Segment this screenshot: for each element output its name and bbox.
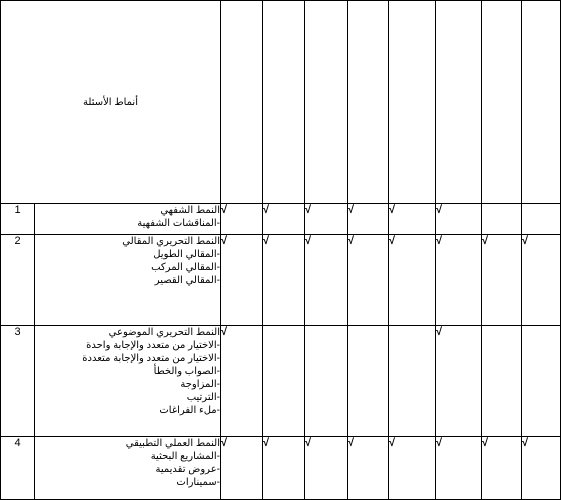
- check-mark-cell: √: [221, 437, 263, 500]
- column-header-social-skills: [305, 1, 348, 204]
- pattern-subitem: -المناقشات الشفهية: [137, 218, 220, 229]
- row-number: 2: [1, 235, 35, 326]
- pattern-subitem: -المشاريع البحثية: [150, 451, 220, 462]
- check-mark-cell: [522, 204, 561, 235]
- column-header-ethics: [348, 1, 389, 204]
- check-mark-cell: [389, 326, 436, 437]
- column-header-text: [482, 1, 521, 203]
- column-header-text: [389, 1, 435, 203]
- check-mark-cell: √: [436, 204, 482, 235]
- pattern-subitem: -المقالي الطويل: [153, 249, 220, 260]
- column-header-text: [305, 1, 347, 203]
- pattern-title: النمط العملي التطبيقي: [125, 438, 220, 449]
- row-number: 4: [1, 437, 35, 500]
- check-mark-cell: √: [221, 235, 263, 326]
- check-mark-cell: √: [482, 235, 522, 326]
- check-mark-cell: [522, 326, 561, 437]
- check-mark-cell: √: [482, 437, 522, 500]
- check-mark-cell: [348, 326, 389, 437]
- table-row: [1, 235, 561, 326]
- check-mark-cell: √: [436, 437, 482, 500]
- check-mark-cell: √: [522, 235, 561, 326]
- question-pattern-cell: [35, 437, 221, 500]
- column-header-knowledge: [221, 1, 263, 204]
- check-mark-cell: [263, 326, 305, 437]
- check-mark-cell: √: [221, 204, 263, 235]
- check-mark-cell: √: [348, 235, 389, 326]
- pattern-subitem: -الصواب والخطأ: [153, 366, 220, 377]
- check-mark-cell: √: [263, 437, 305, 500]
- pattern-title: النمط التحريري الموضوعي: [108, 327, 220, 338]
- row-number: 1: [1, 204, 35, 235]
- table-row: [1, 204, 561, 235]
- pattern-title: النمط الشفهي: [160, 205, 220, 216]
- column-header-text: [221, 1, 262, 203]
- check-mark-cell: √: [263, 235, 305, 326]
- pattern-subitem: -الاختيار من متعدد والإجابة متعددة: [82, 353, 220, 364]
- check-mark-cell: [305, 326, 348, 437]
- check-mark-cell: √: [389, 204, 436, 235]
- check-mark-cell: √: [348, 204, 389, 235]
- header-row: [1, 1, 561, 204]
- column-header-text: [522, 1, 560, 203]
- check-mark-cell: √: [305, 204, 348, 235]
- question-pattern-cell: [35, 326, 221, 437]
- check-mark-cell: √: [436, 235, 482, 326]
- row-number: 3: [1, 326, 35, 437]
- pattern-subitem: -الترتيب: [186, 392, 220, 403]
- check-mark-cell: √: [522, 437, 561, 500]
- question-pattern-cell: [35, 235, 221, 326]
- check-mark-cell: √: [305, 437, 348, 500]
- check-mark-cell: √: [436, 326, 482, 437]
- column-header-communication: [389, 1, 436, 204]
- pattern-subitem: -ملء الفراغات: [159, 405, 220, 416]
- check-mark-cell: √: [389, 235, 436, 326]
- pattern-subitem: -سمينارات: [176, 477, 220, 488]
- check-mark-cell: [482, 326, 522, 437]
- check-mark-cell: √: [263, 204, 305, 235]
- pattern-title: النمط التحريري المقالي: [122, 236, 220, 247]
- check-mark-cell: √: [221, 326, 263, 437]
- column-header-text: [436, 1, 481, 203]
- question-patterns-header: أنماط الأسئلة: [1, 1, 221, 204]
- check-mark-cell: √: [348, 437, 389, 500]
- question-pattern-cell: [35, 204, 221, 235]
- check-mark-cell: √: [389, 437, 436, 500]
- column-header-lifelong-learning: [482, 1, 522, 204]
- column-header-text: [263, 1, 304, 203]
- pattern-subitem: -عروض تقديمية: [155, 464, 220, 475]
- column-header-entrepreneurship: [522, 1, 561, 204]
- column-header-text: [348, 1, 388, 203]
- table-row: [1, 437, 561, 500]
- pattern-subitem: -الاختيار من متعدد والإجابة واحدة: [86, 340, 220, 351]
- table-row: [1, 326, 561, 437]
- check-mark-cell: √: [305, 235, 348, 326]
- column-header-scientific-methods: [436, 1, 482, 204]
- column-header-practical-skills: [263, 1, 305, 204]
- pattern-subitem: -المزاوجة: [180, 379, 220, 390]
- pattern-subitem: -المقالي القصير: [154, 275, 220, 286]
- pattern-subitem: -المقالي المركب: [151, 262, 220, 273]
- check-mark-cell: [482, 204, 522, 235]
